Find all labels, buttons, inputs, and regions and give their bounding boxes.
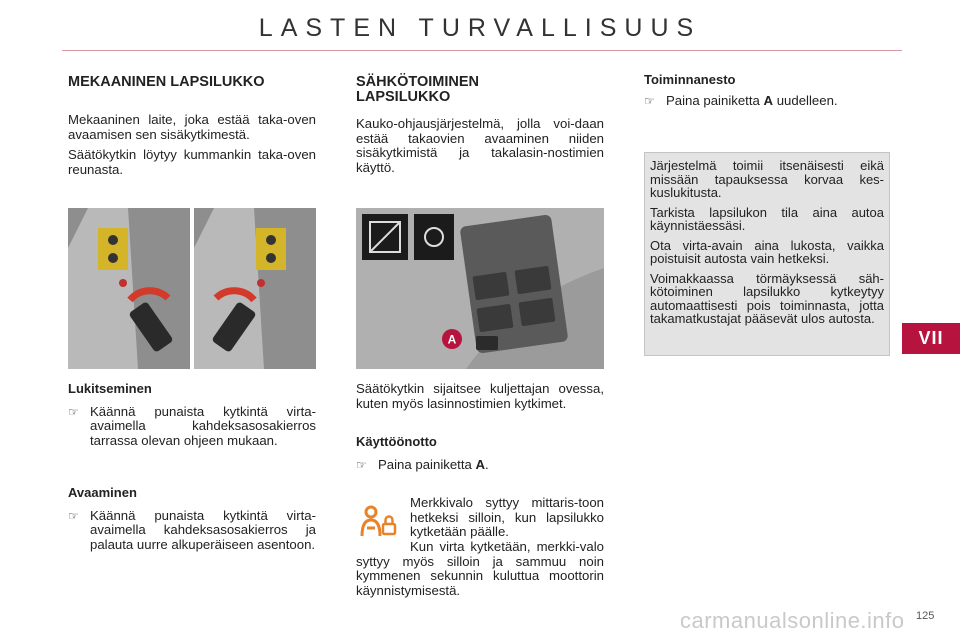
electric-details	[356, 382, 604, 472]
finger-pointer-icon: ☞	[68, 404, 79, 419]
finger-pointer-icon: ☞	[644, 93, 655, 108]
page-number: 125	[916, 610, 935, 622]
electric-caption: Säätökytkin sijaitsee kuljettajan ovessa, kuten myös lasinnostimien kytkimet.	[356, 381, 604, 411]
deactivation-column	[644, 73, 890, 108]
indicator-text-block	[410, 496, 604, 544]
driver-door-photo	[356, 208, 604, 369]
electric-column	[356, 75, 604, 181]
mechanical-heading: MEKAANINEN LAPSILUKKO	[68, 74, 265, 90]
door-switch-panel-illustration	[356, 208, 604, 369]
unlocking-step: ☞ Käännä punaista kytkintä virta-avaimella kahdeksasosakierros ja palauta uurre alkuperäiseen asentoon.	[68, 507, 316, 552]
mechanical-column	[68, 75, 316, 183]
electric-intro: Kauko-ohjausjärjestelmä, jolla voi-daan estää takaovien avaaminen niiden sisäkytkimistä ja takalasin-nostimien käyttö.	[356, 116, 604, 175]
locking-heading: Lukitseminen	[68, 381, 152, 396]
indicator-text-block-2	[356, 540, 604, 604]
unlocking-heading: Avaaminen	[68, 485, 137, 500]
mechanical-intro-1: Mekaaninen laite, joka estää taka-oven avaamisen sen sisäkytkimestä.	[68, 112, 316, 142]
locking-step: ☞ Käännä punaista kytkintä virta-avaimella kahdeksasosakierros tarrassa olevan ohjeen mukaan.	[68, 403, 316, 448]
child-lock-warning-icon	[356, 500, 400, 544]
indicator-text-2: Kun virta kytketään, merkki-valo syttyy myös silloin ja sammuu noin kymmenen sekunnin kuluttua moottorin käynnistymisestä.	[356, 539, 604, 598]
electric-heading	[356, 75, 604, 105]
deactivation-step: ☞ Paina painiketta A uudelleen.	[644, 92, 838, 108]
mechanical-intro-2: Säätökytkin löytyy kummankin taka-oven reunasta.	[68, 147, 316, 177]
note-3: Ota virta-avain aina lukosta, vaikka poistuisit autosta vain hetkeksi.	[650, 237, 884, 266]
mechanical-lock-photo	[68, 208, 316, 369]
mechanical-steps	[68, 382, 316, 552]
title-rule	[62, 50, 902, 51]
chapter-tab: VII	[902, 323, 960, 354]
finger-pointer-icon: ☞	[356, 457, 367, 472]
note-2: Tarkista lapsilukon tila aina autoa käynnistäessäsi.	[650, 204, 884, 233]
note-box	[644, 152, 890, 356]
indicator-text-1: Merkkivalo syttyy mittaris-toon hetkeksi silloin, kun lapsilukko kytketään päälle.	[410, 495, 604, 539]
electric-heading-line1: SÄHKÖTOIMINEN	[356, 74, 479, 90]
page-title: LASTEN TURVALLISUUS	[258, 14, 702, 42]
note-4: Voimakkaassa törmäyksessä säh-kötoiminen lapsilukko kytkeytyy automaattisesti pois toiminnasta, jotta takamatkustajat pääsevät ulos autosta.	[650, 270, 884, 326]
electric-heading-line2: LAPSILUKKO	[356, 89, 451, 105]
watermark: carmanualsonline.info	[680, 608, 905, 633]
photo-label-a: A	[447, 332, 457, 347]
deactivation-heading: Toiminnanesto	[644, 72, 736, 87]
note-1: Järjestelmä toimii itsenäisesti eikä missään tapauksessa korvaa kes-kuslukitusta.	[650, 158, 884, 200]
activation-step: ☞ Paina painiketta A.	[356, 456, 489, 472]
activation-heading: Käyttöönotto	[356, 434, 437, 449]
finger-pointer-icon: ☞	[68, 508, 79, 523]
door-edge-illustration	[68, 208, 316, 369]
